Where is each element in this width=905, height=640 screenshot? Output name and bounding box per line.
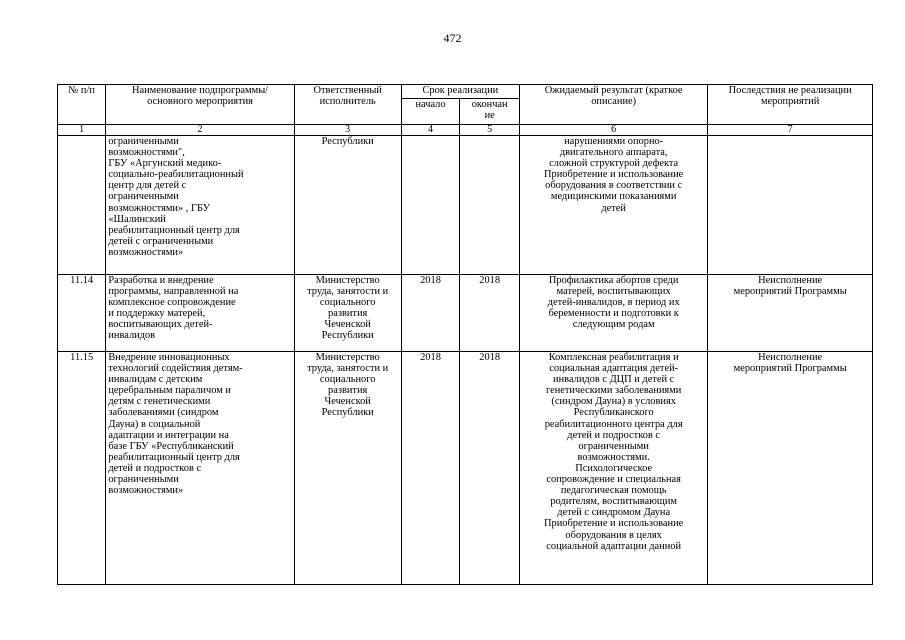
measure-name: Разработка и внедрение программы, направленной на комплексное сопровождение и поддержку матерей, воспитывающих детей- инвалидов [106, 275, 294, 352]
responsible-executor: Министерство труда, занятости и социального развития Чеченской Республики [294, 275, 401, 352]
column-number: 4 [401, 125, 460, 136]
responsible-executor: Министерство труда, занятости и социального развития Чеченской Республики [294, 352, 401, 585]
table-row [58, 275, 873, 352]
row-number: 11.14 [58, 275, 106, 352]
header-num: № п/п [58, 85, 106, 125]
consequences [708, 136, 873, 275]
table-row [58, 136, 873, 275]
end-year: 2018 [460, 275, 520, 352]
consequences: Неисполнение мероприятий Программы [708, 275, 873, 352]
row-number [58, 136, 106, 275]
column-number: 5 [460, 125, 520, 136]
end-year [460, 136, 520, 275]
column-number: 3 [294, 125, 401, 136]
column-number: 2 [106, 125, 294, 136]
responsible-executor: Республики [294, 136, 401, 275]
start-year: 2018 [401, 352, 460, 585]
page-number: 472 [443, 31, 462, 45]
column-number: 7 [708, 125, 873, 136]
end-year: 2018 [460, 352, 520, 585]
column-number: 1 [58, 125, 106, 136]
start-year: 2018 [401, 275, 460, 352]
measure-name: ограниченными возможностями", ГБУ «Аргунский медико- социально-реабилитационный центр для детей с ограниченными возможностями» , ГБУ «Шалинский реабилитационный центр для детей с ограниченными возможностями» [106, 136, 294, 275]
header-responsible: Ответственный исполнитель [294, 85, 401, 125]
expected-result: нарушениями опорно- двигательного аппарата, сложной структурой дефекта Приобретение и использование оборудования в соответствии с медицинскими показаниями детей [520, 136, 708, 275]
expected-result: Комплексная реабилитация и социальная адаптация детей- инвалидов с ДЦП и детей с генетическими заболеваниями (синдром Дауна) в условиях Республиканского реабилитационного центра для детей и подростков с ограниченными возможностями. Психологическое сопровождение и специальная педагогическая помощь родителям, воспитывающим детей с синдромом Дауна Приобретение и использование оборудования в целях социальной адаптации данной [520, 352, 708, 585]
header-result: Ожидаемый результат (краткое описание) [520, 85, 708, 125]
row-number: 11.15 [58, 352, 106, 585]
header-term: Срок реализации [401, 85, 519, 99]
header-start: начало [401, 99, 460, 125]
header-name: Наименование подпрограммы/ основного мероприятия [106, 85, 294, 125]
consequences: Неисполнение мероприятий Программы [708, 352, 873, 585]
column-number-row [58, 125, 873, 136]
measures-table [57, 84, 873, 585]
header-consequences: Последствия не реализации мероприятий [708, 85, 873, 125]
table-row [58, 352, 873, 585]
column-number: 6 [520, 125, 708, 136]
header-end: окончан ие [460, 99, 520, 125]
expected-result: Профилактика абортов среди матерей, воспитывающих детей-инвалидов, в период их беременности и подготовки к следующим родам [520, 275, 708, 352]
start-year [401, 136, 460, 275]
measure-name: Внедрение инновационных технологий содействия детям- инвалидам с детским церебральным параличом и детям с генетическими заболеваниями (синдром Дауна) в социальной адаптации и интеграции на базе ГБУ «Республиканский реабилитационный центр для детей и подростков с ограниченными возможностями» [106, 352, 294, 585]
